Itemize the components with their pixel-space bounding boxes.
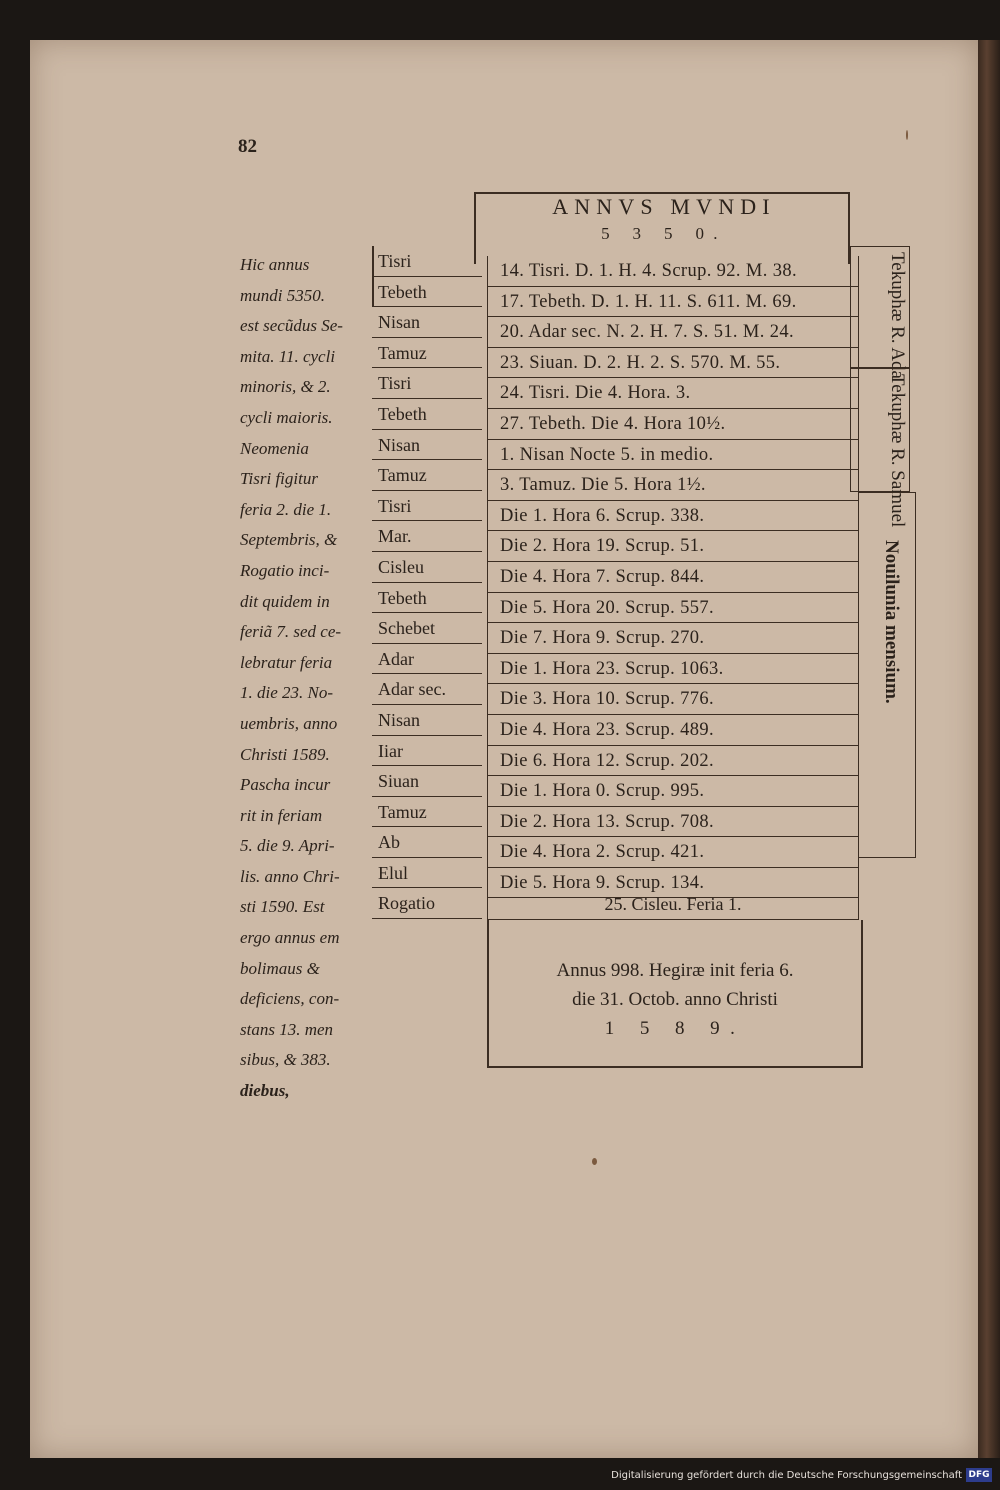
note-line: est secũdus Se- bbox=[240, 316, 343, 336]
month-row: Nisan bbox=[372, 307, 482, 338]
note-line: Tisri figitur bbox=[240, 469, 318, 489]
hegira-line-1: Annus 998. Hegiræ init feria 6. bbox=[556, 960, 794, 981]
note-line: 5. die 9. Apri- bbox=[240, 836, 335, 856]
note-line: feriã 7. sed ce- bbox=[240, 622, 342, 642]
table-row: 20. Adar sec. N. 2. H. 7. S. 51. M. 24. bbox=[487, 317, 859, 348]
ink-speck bbox=[592, 1158, 597, 1165]
table-row: 23. Siuan. D. 2. H. 2. S. 570. M. 55. bbox=[487, 348, 859, 379]
table-row: Die 1. Hora 0. Scrup. 995. bbox=[487, 776, 859, 807]
table-row: Die 5. Hora 20. Scrup. 557. bbox=[487, 593, 859, 624]
table-row: Die 4. Hora 7. Scrup. 844. bbox=[487, 562, 859, 593]
ink-speck bbox=[906, 130, 908, 140]
note-line: uembris, anno bbox=[240, 713, 338, 733]
note-line: feria 2. die 1. bbox=[240, 499, 332, 519]
page-edge bbox=[978, 40, 1000, 1458]
month-row: Elul bbox=[372, 858, 482, 889]
note-line: 1. die 23. No- bbox=[240, 683, 334, 703]
tekupha-samuel-label: Tekuphæ R. Samuel bbox=[887, 374, 908, 528]
page-number: 82 bbox=[238, 136, 257, 157]
note-line: ergo annus em bbox=[240, 928, 340, 948]
table-row: Die 3. Hora 10. Scrup. 776. bbox=[487, 684, 859, 715]
note-line: diebus, bbox=[240, 1081, 290, 1101]
month-row: Rogatio bbox=[372, 888, 482, 919]
tekupha-ada-label: Tekuphæ R. Ada bbox=[887, 252, 908, 379]
hegira-note bbox=[500, 956, 850, 1043]
note-line: mita. 11. cycli bbox=[240, 346, 336, 366]
month-row: Nisan bbox=[372, 430, 482, 461]
novilunia-label: Nouilunia mensium. bbox=[881, 540, 902, 704]
note-line: sibus, & 383. bbox=[240, 1050, 331, 1070]
note-line: Neomenia bbox=[240, 438, 309, 458]
note-line: lis. anno Chri- bbox=[240, 866, 340, 886]
footer-credit: Digitalisierung gefördert durch die Deutsche Forschungsgemeinschaft bbox=[611, 1470, 962, 1481]
left-marginal-note bbox=[240, 250, 380, 1107]
month-row: Iiar bbox=[372, 736, 482, 767]
table-row: Die 4. Hora 2. Scrup. 421. bbox=[487, 837, 859, 868]
table-row: 27. Tebeth. Die 4. Hora 10½. bbox=[487, 409, 859, 440]
month-column bbox=[372, 246, 482, 919]
table-row: Die 1. Hora 23. Scrup. 1063. bbox=[487, 654, 859, 685]
hegira-line-3: 1 5 8 9. bbox=[604, 1018, 746, 1039]
note-line: Septembris, & bbox=[240, 530, 338, 550]
month-row: Nisan bbox=[372, 705, 482, 736]
note-line: deficiens, con- bbox=[240, 989, 340, 1009]
month-row: Adar bbox=[372, 644, 482, 675]
note-line: Hic annus bbox=[240, 255, 310, 274]
note-line: minoris, & 2. bbox=[240, 377, 331, 397]
note-line: Rogatio inci- bbox=[240, 560, 330, 580]
table-row: Die 7. Hora 9. Scrup. 270. bbox=[487, 623, 859, 654]
month-row: Siuan bbox=[372, 766, 482, 797]
table-row: Die 2. Hora 19. Scrup. 51. bbox=[487, 531, 859, 562]
note-line: sti 1590. Est bbox=[240, 897, 325, 917]
month-row: Cisleu bbox=[372, 552, 482, 583]
month-row: Mar. bbox=[372, 521, 482, 552]
month-row: Tamuz bbox=[372, 460, 482, 491]
month-row: Tisri bbox=[372, 368, 482, 399]
note-line: rit in feriam bbox=[240, 805, 323, 825]
note-line: bolimaus & bbox=[240, 958, 320, 978]
month-row: Adar sec. bbox=[372, 674, 482, 705]
note-line: lebratur feria bbox=[240, 652, 333, 672]
hegira-line-2: die 31. Octob. anno Christi bbox=[572, 989, 778, 1010]
month-row: Tebeth bbox=[372, 583, 482, 614]
table-row: 24. Tisri. Die 4. Hora. 3. bbox=[487, 378, 859, 409]
table-row: Die 4. Hora 23. Scrup. 489. bbox=[487, 715, 859, 746]
month-row: Tisri bbox=[372, 491, 482, 522]
note-line: Christi 1589. bbox=[240, 744, 330, 764]
table-row: Die 1. Hora 6. Scrup. 338. bbox=[487, 501, 859, 532]
note-line: mundi 5350. bbox=[240, 285, 325, 305]
table-row: Die 5. Hora 9. Scrup. 134. bbox=[487, 868, 859, 899]
month-row: Schebet bbox=[372, 613, 482, 644]
table-row: Die 6. Hora 12. Scrup. 202. bbox=[487, 746, 859, 777]
data-column bbox=[487, 256, 859, 898]
note-line: Pascha incur bbox=[240, 775, 331, 795]
table-row: 14. Tisri. D. 1. H. 4. Scrup. 92. M. 38. bbox=[487, 256, 859, 287]
cisleu-row: 25. Cisleu. Feria 1. bbox=[487, 888, 859, 920]
table-title: ANNVS MVNDI bbox=[552, 194, 776, 219]
table-row: 17. Tebeth. D. 1. H. 11. S. 611. M. 69. bbox=[487, 287, 859, 318]
note-line: stans 13. men bbox=[240, 1019, 334, 1039]
month-row: Ab bbox=[372, 827, 482, 858]
note-line: dit quidem in bbox=[240, 591, 330, 611]
month-row: Tisri bbox=[372, 246, 482, 277]
table-year: 5 3 5 0. bbox=[601, 224, 727, 243]
dfg-logo: DFG bbox=[966, 1468, 992, 1482]
note-line: cycli maioris. bbox=[240, 407, 333, 427]
month-row: Tebeth bbox=[372, 277, 482, 308]
table-row: 3. Tamuz. Die 5. Hora 1½. bbox=[487, 470, 859, 501]
month-row: Tamuz bbox=[372, 338, 482, 369]
table-row: Die 2. Hora 13. Scrup. 708. bbox=[487, 807, 859, 838]
table-row: 1. Nisan Nocte 5. in medio. bbox=[487, 440, 859, 471]
month-row: Tamuz bbox=[372, 797, 482, 828]
month-row: Tebeth bbox=[372, 399, 482, 430]
